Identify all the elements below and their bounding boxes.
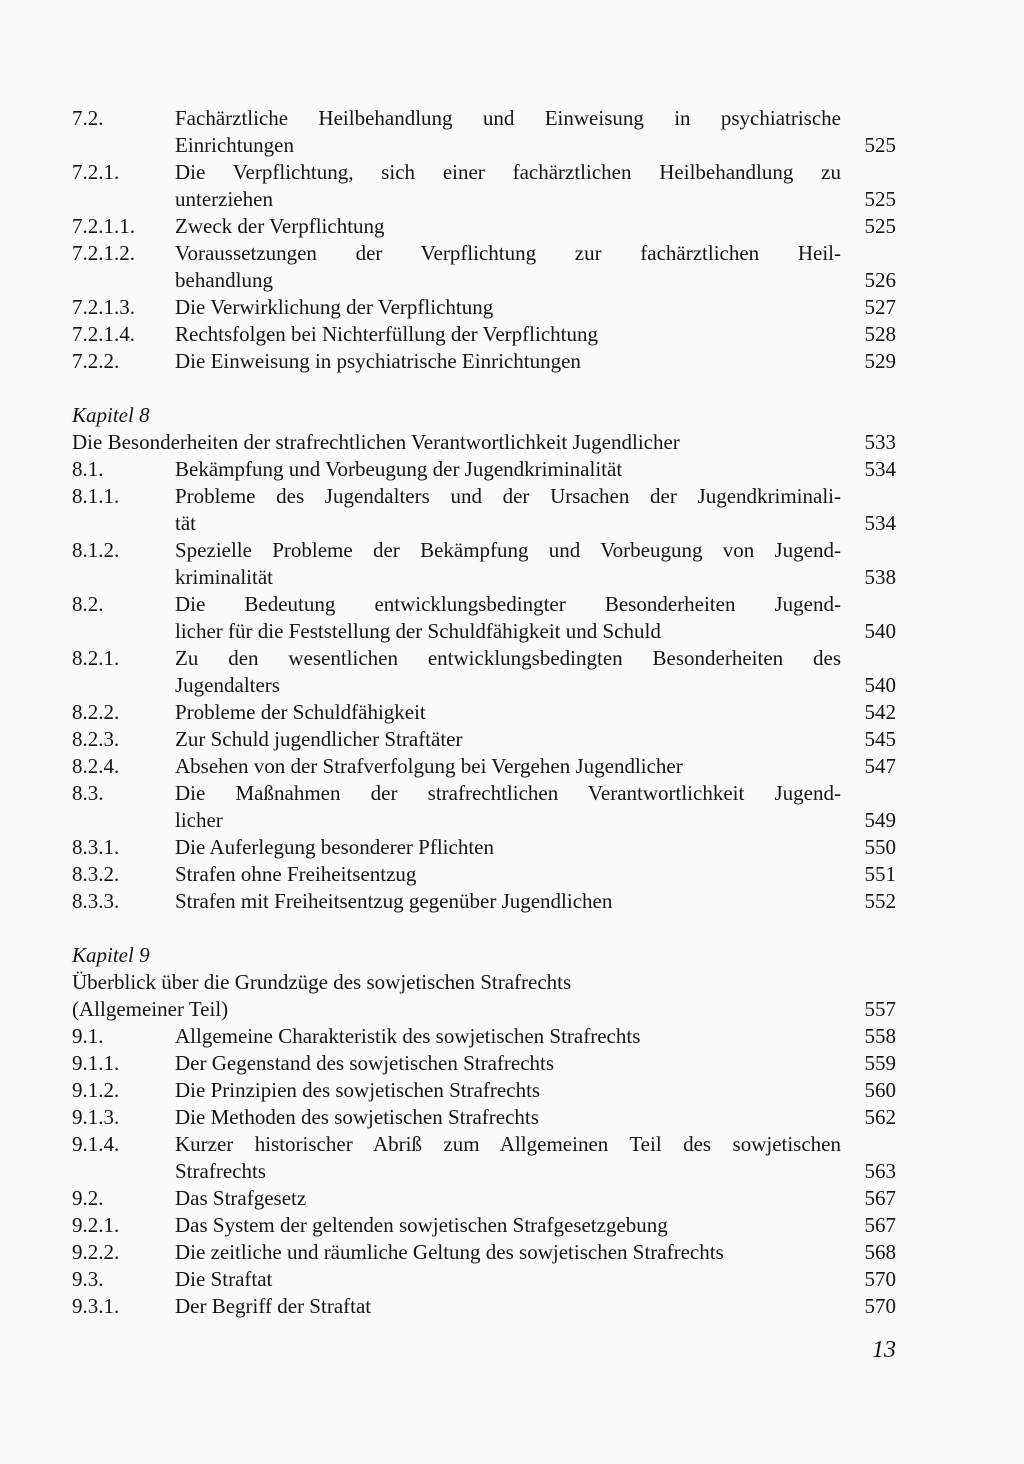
entry-number: 7.2.1.	[72, 160, 120, 184]
entry-number: 9.1.	[72, 1024, 104, 1048]
entry-number: 9.2.1.	[72, 1213, 120, 1237]
chapter-title: Überblick über die Grundzüge des sowjetischen Strafrechts	[72, 970, 572, 994]
chapter-label-row	[72, 942, 896, 969]
toc-entry-row	[72, 1212, 896, 1239]
entry-title: Das System der geltenden sowjetischen Strafgesetzgebung	[175, 1213, 668, 1237]
entry-title: licher für die Feststellung der Schuldfähigkeit und Schuld	[175, 619, 661, 643]
toc-entry-row	[72, 213, 896, 240]
entry-title: Einrichtungen	[175, 133, 294, 157]
chapter-page: 533	[864, 430, 896, 454]
entry-number: 7.2.2.	[72, 349, 120, 373]
toc-entry-row	[72, 1023, 896, 1050]
section-spacer	[72, 375, 896, 402]
entry-title: Allgemeine Charakteristik des sowjetischen Strafrechts	[175, 1024, 641, 1048]
entry-title: Probleme des Jugendalters und der Ursachen der Jugendkriminali-	[175, 484, 841, 508]
entry-title: Bekämpfung und Vorbeugung der Jugendkriminalität	[175, 457, 623, 481]
entry-number: 9.1.3.	[72, 1105, 120, 1129]
entry-number: 9.1.1.	[72, 1051, 120, 1075]
entry-title: Die Maßnahmen der strafrechtlichen Verantwortlichkeit Jugend-	[175, 781, 841, 805]
entry-number: 7.2.1.4.	[72, 322, 135, 346]
entry-page: 563	[864, 1159, 896, 1183]
chapter-title-row	[72, 969, 896, 996]
chapter-title-row	[72, 429, 896, 456]
toc-entry-row	[72, 1104, 896, 1131]
entry-number: 9.1.2.	[72, 1078, 120, 1102]
chapter-title: (Allgemeiner Teil)	[72, 997, 229, 1021]
entry-page: 525	[864, 187, 896, 211]
entry-page: 570	[864, 1267, 896, 1291]
toc-entry-row	[72, 888, 896, 915]
entry-page: 540	[864, 673, 896, 697]
entry-title: behandlung	[175, 268, 273, 292]
entry-title: Spezielle Probleme der Bekämpfung und Vorbeugung von Jugend-	[175, 538, 841, 562]
entry-page: 547	[864, 754, 896, 778]
entry-title: Fachärztliche Heilbehandlung und Einweisung in psychiatrische	[175, 106, 841, 130]
entry-title: Die Verpflichtung, sich einer fachärztlichen Heilbehandlung zu	[175, 160, 841, 184]
toc-entry-row	[72, 267, 896, 294]
entry-page: 540	[864, 619, 896, 643]
entry-number: 9.2.	[72, 1186, 104, 1210]
entry-page: 559	[864, 1051, 896, 1075]
toc-entry-row	[72, 861, 896, 888]
entry-title: Die Bedeutung entwicklungsbedingter Besonderheiten Jugend-	[175, 592, 841, 616]
entry-number: 7.2.1.2.	[72, 241, 135, 265]
toc-entry-row	[72, 726, 896, 753]
entry-number: 8.1.2.	[72, 538, 120, 562]
toc-entry-row	[72, 564, 896, 591]
entry-title: Die zeitliche und räumliche Geltung des sowjetischen Strafrechts	[175, 1240, 724, 1264]
entry-number: 7.2.1.1.	[72, 214, 135, 238]
entry-title: tät	[175, 511, 196, 535]
toc-entry-row	[72, 1185, 896, 1212]
entry-page: 527	[864, 295, 896, 319]
entry-number: 9.2.2.	[72, 1240, 120, 1264]
toc-entry-row	[72, 1077, 896, 1104]
toc-entry-row	[72, 348, 896, 375]
entry-page: 542	[864, 700, 896, 724]
entry-title: kriminalität	[175, 565, 273, 589]
entry-page: 538	[864, 565, 896, 589]
toc-entry-row	[72, 672, 896, 699]
entry-number: 8.3.1.	[72, 835, 120, 859]
page-number: 13	[872, 1337, 896, 1363]
toc-entry-row	[72, 1266, 896, 1293]
entry-title: Zur Schuld jugendlicher Straftäter	[175, 727, 463, 751]
entry-title: Zweck der Verpflichtung	[175, 214, 385, 238]
entry-number: 8.2.3.	[72, 727, 120, 751]
entry-title: Voraussetzungen der Verpflichtung zur fachärztlichen Heil-	[175, 241, 841, 265]
entry-page: 525	[864, 133, 896, 157]
toc-entry-row	[72, 1158, 896, 1185]
toc-entry-row	[72, 456, 896, 483]
toc-entry-row	[72, 1131, 896, 1158]
toc-entry-row	[72, 1293, 896, 1320]
entry-title: Absehen von der Strafverfolgung bei Vergehen Jugendlicher	[175, 754, 683, 778]
toc-entry-row	[72, 240, 896, 267]
entry-number: 8.2.2.	[72, 700, 120, 724]
toc-entry-row	[72, 537, 896, 564]
toc-entry-row	[72, 1239, 896, 1266]
chapter-label-row	[72, 402, 896, 429]
entry-number: 8.2.4.	[72, 754, 120, 778]
entry-page: 528	[864, 322, 896, 346]
entry-page: 526	[864, 268, 896, 292]
entry-page: 560	[864, 1078, 896, 1102]
entry-title: Das Strafgesetz	[175, 1186, 307, 1210]
entry-number: 9.3.	[72, 1267, 104, 1291]
entry-number: 8.3.2.	[72, 862, 120, 886]
chapter-page: 557	[864, 997, 896, 1021]
entry-number: 8.1.	[72, 457, 104, 481]
entry-title: Der Gegenstand des sowjetischen Strafrechts	[175, 1051, 555, 1075]
entry-number: 8.1.1.	[72, 484, 120, 508]
entry-title: unterziehen	[175, 187, 273, 211]
entry-page: 567	[864, 1213, 896, 1237]
entry-title: Strafrechts	[175, 1159, 266, 1183]
toc-entry-row	[72, 591, 896, 618]
entry-page: 570	[864, 1294, 896, 1318]
section-spacer	[72, 915, 896, 942]
entry-title: Die Straftat	[175, 1267, 273, 1291]
toc-entry-row	[72, 159, 896, 186]
entry-page: 567	[864, 1186, 896, 1210]
entry-page: 534	[864, 457, 896, 481]
entry-page: 558	[864, 1024, 896, 1048]
chapter-label: Kapitel 8	[72, 403, 150, 427]
entry-number: 7.2.	[72, 106, 104, 130]
toc-entry-row	[72, 618, 896, 645]
entry-page: 551	[864, 862, 896, 886]
toc-entry-row	[72, 186, 896, 213]
toc-entry-row	[72, 483, 896, 510]
toc-entry-row	[72, 294, 896, 321]
entry-title: Die Verwirklichung der Verpflichtung	[175, 295, 494, 319]
chapter-label: Kapitel 9	[72, 943, 150, 967]
toc-entry-row	[72, 699, 896, 726]
toc-entry-row	[72, 834, 896, 861]
entry-title: licher	[175, 808, 223, 832]
entry-page: 550	[864, 835, 896, 859]
entry-title: Strafen mit Freiheitsentzug gegenüber Jugendlichen	[175, 889, 613, 913]
entry-page: 545	[864, 727, 896, 751]
toc-entry-row	[72, 645, 896, 672]
chapter-title: Die Besonderheiten der strafrechtlichen Verantwortlichkeit Jugendlicher	[72, 430, 680, 454]
entry-page: 525	[864, 214, 896, 238]
toc-entry-row	[72, 780, 896, 807]
toc-entry-row	[72, 807, 896, 834]
entry-title: Probleme der Schuldfähigkeit	[175, 700, 426, 724]
entry-number: 8.2.	[72, 592, 104, 616]
entry-page: 562	[864, 1105, 896, 1129]
toc-entry-row	[72, 132, 896, 159]
toc-entry-row	[72, 105, 896, 132]
entry-title: Die Einweisung in psychiatrische Einrichtungen	[175, 349, 581, 373]
entry-title: Der Begriff der Straftat	[175, 1294, 372, 1318]
entry-number: 9.3.1.	[72, 1294, 120, 1318]
entry-page: 529	[864, 349, 896, 373]
entry-title: Rechtsfolgen bei Nichterfüllung der Verpflichtung	[175, 322, 598, 346]
entry-title: Die Methoden des sowjetischen Strafrechts	[175, 1105, 539, 1129]
entry-number: 8.3.	[72, 781, 104, 805]
chapter-title-row	[72, 996, 896, 1023]
entry-title: Jugendalters	[175, 673, 280, 697]
entry-title: Die Auferlegung besonderer Pflichten	[175, 835, 494, 859]
entry-number: 9.1.4.	[72, 1132, 120, 1156]
toc-entry-row	[72, 321, 896, 348]
entry-page: 534	[864, 511, 896, 535]
table-of-contents	[72, 105, 896, 1320]
toc-entry-row	[72, 753, 896, 780]
entry-page: 568	[864, 1240, 896, 1264]
entry-title: Die Prinzipien des sowjetischen Strafrechts	[175, 1078, 541, 1102]
toc-entry-row	[72, 1050, 896, 1077]
entry-page: 552	[864, 889, 896, 913]
toc-entry-row	[72, 510, 896, 537]
entry-title: Kurzer historischer Abriß zum Allgemeinen Teil des sowjetischen	[175, 1132, 841, 1156]
entry-number: 7.2.1.3.	[72, 295, 135, 319]
entry-title: Strafen ohne Freiheitsentzug	[175, 862, 417, 886]
entry-number: 8.2.1.	[72, 646, 120, 670]
entry-title: Zu den wesentlichen entwicklungsbedingten Besonderheiten des	[175, 646, 841, 670]
entry-page: 549	[864, 808, 896, 832]
entry-number: 8.3.3.	[72, 889, 120, 913]
